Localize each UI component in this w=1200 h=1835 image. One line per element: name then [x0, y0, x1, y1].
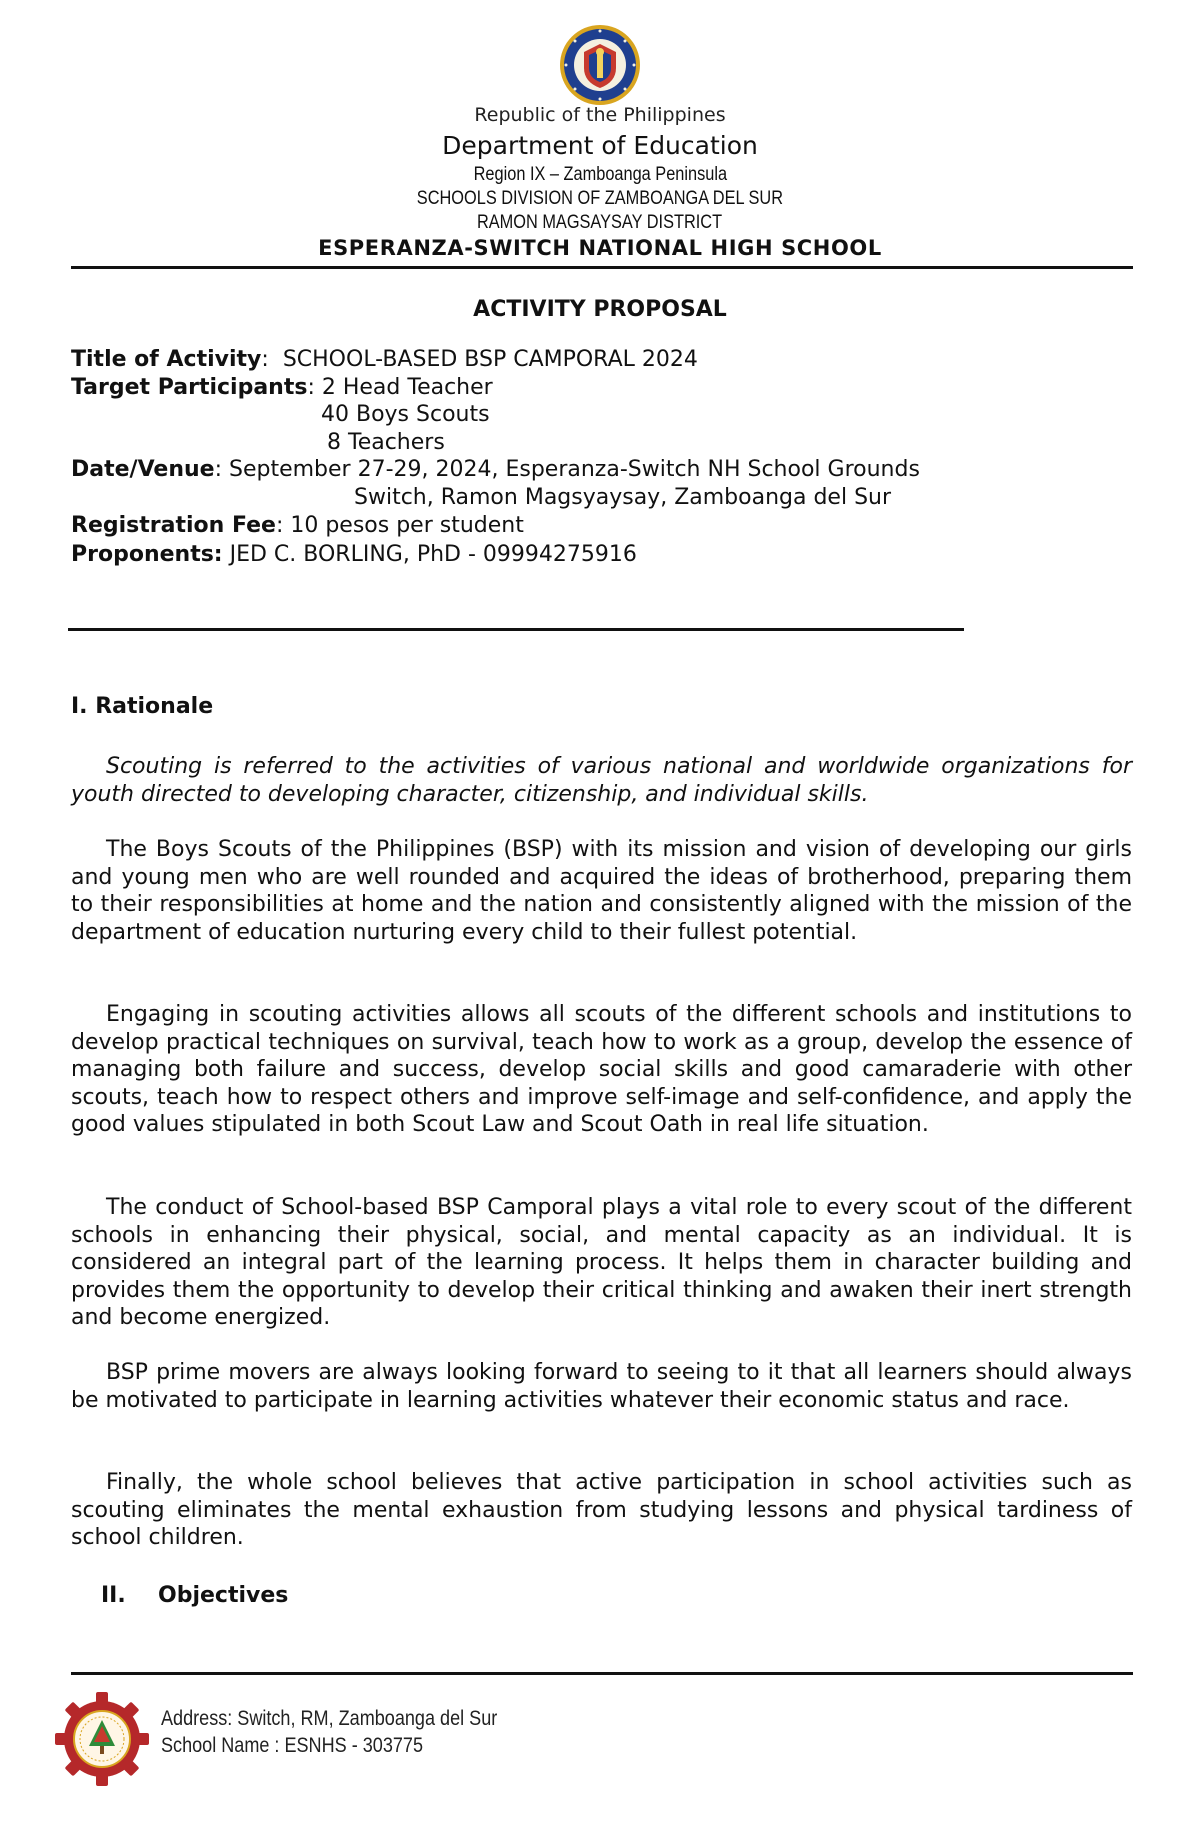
- activity-title-label: Title of Activity: [71, 347, 262, 372]
- school-gear-logo: [53, 1690, 151, 1788]
- participants-label: Target Participants: [71, 375, 308, 400]
- registration-fee-row: Registration Fee: 10 pesos per student: [71, 513, 524, 538]
- activity-title-value: SCHOOL-BASED BSP CAMPORAL 2024: [282, 347, 698, 372]
- date-venue-row: Date/Venue: September 27-29, 2024, Esperanza-Switch NH School Grounds: [71, 457, 920, 482]
- district-line: RAMON MAGSAYSAY DISTRICT: [477, 212, 723, 233]
- date-venue-value: September 27-29, 2024, Esperanza-Switch NH School Grounds: [228, 457, 920, 482]
- deped-seal-logo: [559, 24, 641, 106]
- rationale-quote: Scouting is referred to the activities of various national and worldwide organizations for youth directed to developing character, citizenship, and individual skills.: [71, 754, 1132, 807]
- registration-fee-label: Registration Fee: [71, 513, 276, 538]
- header-divider: [71, 266, 1133, 269]
- region-line: Region IX – Zamboanga Peninsula: [473, 164, 727, 185]
- footer-school-name: School Name : ESNHS - 303775: [161, 1734, 424, 1757]
- rationale-paragraph: Finally, the whole school believes that active participation in school activities such as scouting eliminates the mental exhaustion from studying lessons and physical tardiness of school children.: [71, 1470, 1132, 1550]
- rationale-paragraph: The conduct of School-based BSP Camporal plays a vital role to every scout of the different schools in enhancing their physical, social, and mental capacity as an individual. It is considered an integral part of the learning process. It helps them in character building and provides them the opportunity to develop their critical thinking and awaken their inert strength and become energized.: [71, 1195, 1132, 1330]
- objectives-heading: Objectives: [158, 1583, 289, 1608]
- activity-title-row: Title of Activity: SCHOOL-BASED BSP CAMPORAL 2024: [71, 347, 698, 372]
- participants-item: 40 Boys Scouts: [321, 402, 490, 427]
- venue-line: Switch, Ramon Magsyaysay, Zamboanga del Sur: [354, 485, 892, 510]
- document-title: ACTIVITY PROPOSAL: [473, 297, 727, 322]
- details-divider: [68, 628, 964, 631]
- rationale-paragraph: The Boys Scouts of the Philippines (BSP) with its mission and vision of developing our girls and young men who are well rounded and acquired the ideas of brotherhood, preparing them to their responsibilities at home and the nation and consistently aligned with the mission of the department of education nurturing every child to their fullest potential.: [71, 837, 1132, 945]
- republic-text: Republic of the Philippines: [474, 104, 726, 126]
- objectives-numeral: II.: [101, 1583, 126, 1608]
- proponents-label: Proponents:: [71, 542, 223, 567]
- proponents-row: [71, 542, 637, 567]
- department-title: Department of Education: [442, 131, 758, 160]
- footer-divider: [71, 1672, 1133, 1675]
- rationale-paragraph: Engaging in scouting activities allows all scouts of the different schools and institutions to develop practical techniques on survival, teach how to work as a group, develop the essence of managing both failure and success, develop social skills and good camaraderie with other scouts, teach how to respect others and improve self-image and self-confidence, and apply the good values stipulated in both Scout Law and Scout Oath in real life situation.: [71, 1002, 1132, 1137]
- proponents-value: JED C. BORLING, PhD - 09994275916: [229, 542, 637, 567]
- participants-row: Target Participants: 2 Head Teacher: [71, 375, 493, 400]
- rationale-paragraph: BSP prime movers are always looking forward to seeing to it that all learners should always be motivated to participate in learning activities whatever their economic status and race.: [71, 1360, 1132, 1413]
- school-name-heading: ESPERANZA-SWITCH NATIONAL HIGH SCHOOL: [318, 236, 882, 260]
- participants-item: 8 Teachers: [327, 430, 445, 455]
- participants-item: 2 Head Teacher: [321, 375, 493, 400]
- footer-address: Address: Switch, RM, Zamboanga del Sur: [161, 1707, 498, 1730]
- division-line: SCHOOLS DIVISION OF ZAMBOANGA DEL SUR: [416, 188, 784, 209]
- date-venue-label: Date/Venue: [71, 457, 215, 482]
- registration-fee-value: 10 pesos per student: [290, 513, 524, 538]
- rationale-heading: I. Rationale: [71, 694, 214, 719]
